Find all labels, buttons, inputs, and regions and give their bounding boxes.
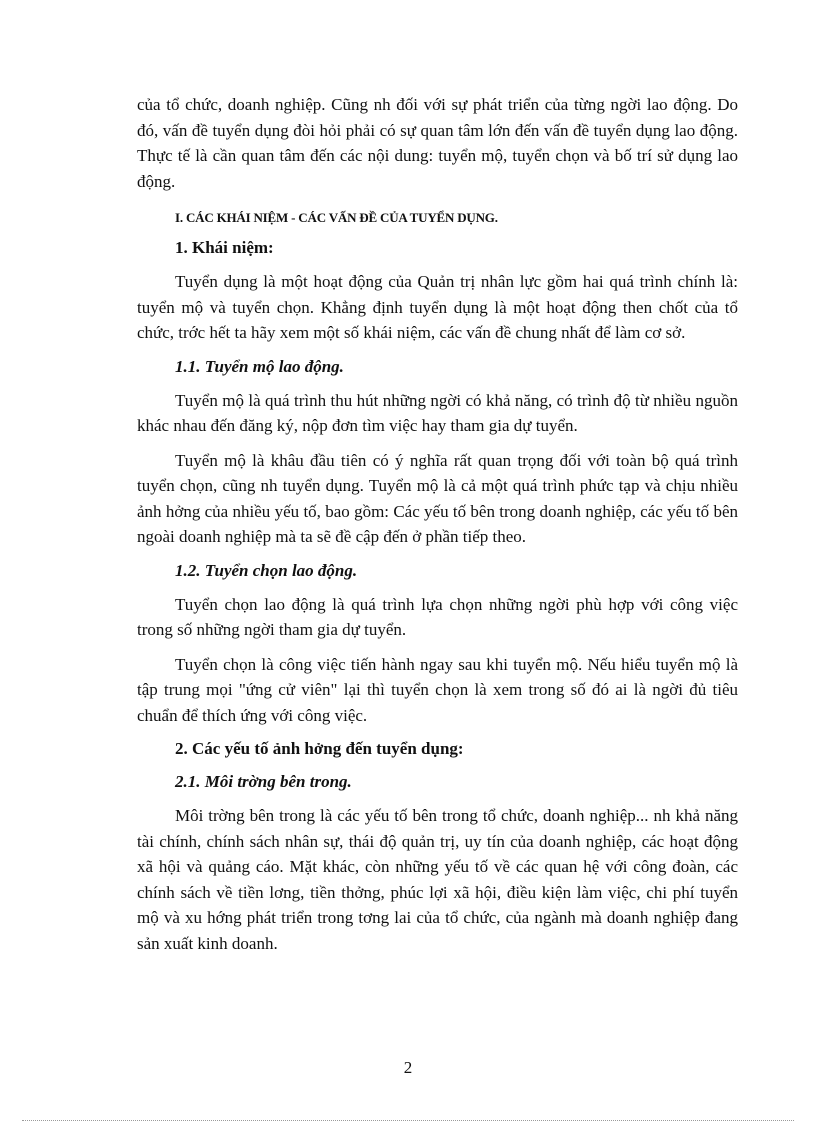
paragraph-tuyen-dung: Tuyển dụng là một hoạt động của Quản trị nhân lực gồm hai quá trình chính là: tuyển mộ và tuyển chọn. Khẳng định tuyển dụng là một hoạt động then chốt của tổ chức, trớc hết ta hãy xem một số khái niệm, các vấn đề chung nhất để làm cơ sở. [137,272,738,342]
paragraph-tuyen-chon-detail: Tuyển chọn là công việc tiến hành ngay sau khi tuyển mộ. Nếu hiểu tuyển mộ là tập trung mọi "ứng cử viên" lại thì tuyển chọn là xem trong số đó ai là ngời đủ tiêu chuẩn để thích ứng với công việc. [137,654,738,725]
section-heading: I. CÁC KHÁI NIỆM - CÁC VẤN ĐỀ CỦA TUYỂN DỤNG. [175,210,498,225]
document-body [137,92,738,956]
paragraph-intro: của tổ chức, doanh nghiệp. Cũng nh đối với sự phát triển của từng ngời lao động. Do đó, vấn đề tuyển dụng đòi hỏi phải có sự quan tâm lớn đến vấn đề tuyển dụng lao động. Thực tế là cần quan tâm đến các nội dung: tuyển mộ, tuyển chọn và bố trí sử dụng lao động. [137,95,738,191]
heading-tuyen-chon: 1.2. Tuyển chọn lao động. [175,560,358,580]
heading-yeu-to: 2. Các yếu tố ảnh hởng đến tuyển dụng: [175,739,464,758]
paragraph-tuyen-mo-importance: Tuyển mộ là khâu đầu tiên có ý nghĩa rất quan trọng đối với toàn bộ quá trình tuyển chọn, cũng nh tuyển dụng. Tuyển mộ là cả một quá trình phức tạp và chịu nhiều ảnh hởng của nhiều yếu tố, bao gồm: Các yếu tố bên trong doanh nghiệp, các yếu tố bên ngoài doanh nghiệp mà ta sẽ đề cập đến ở phần tiếp theo. [137,450,738,546]
paragraph-tuyen-mo-definition: Tuyển mộ là quá trình thu hút những ngời có khả năng, có trình độ từ nhiều nguồn khác nhau đến đăng ký, nộp đơn tìm việc hay tham gia dự tuyển. [137,390,738,435]
heading-khai-niem: 1. Khái niệm: [175,238,274,257]
page-divider [22,1120,794,1121]
paragraph-moi-truong: Môi trờng bên trong là các yếu tố bên trong tổ chức, doanh nghiệp... nh khả năng tài chính, chính sách nhân sự, thái độ quản trị, uy tín của doanh nghiệp, các hoạt động xã hội và quảng cáo. Mặt khác, còn những yếu tố về các quan hệ với công đoàn, các chính sách về tiền lơng, tiền thởng, phúc lợi xã hội, điều kiện làm việc, chi phí tuyển mộ và xu hớng phát triển trong tơng lai của tổ chức, của ngành mà doanh nghiệp đang sản xuất kinh doanh. [137,806,738,953]
paragraph-tuyen-chon-definition: Tuyển chọn lao động là quá trình lựa chọn những ngời phù hợp với công việc trong số những ngời tham gia dự tuyển. [137,594,738,639]
heading-moi-truong: 2.1. Môi trờng bên trong. [175,772,352,791]
page-number: 2 [403,1058,413,1077]
heading-tuyen-mo: 1.1. Tuyển mộ lao động. [175,356,344,376]
